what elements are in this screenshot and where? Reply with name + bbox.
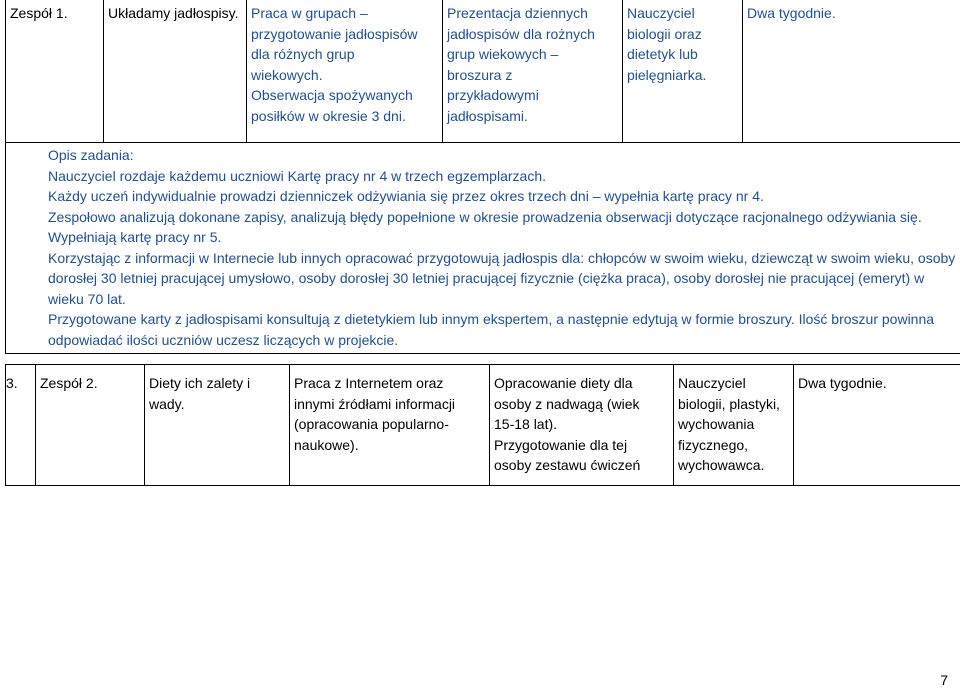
page-number: 7	[940, 672, 948, 688]
topic-cell: Diety ich zalety i wady.	[145, 365, 290, 486]
method-cell: Praca w grupach – przygotowanie jadłospisów dla różnych grup wiekowych. Obserwacja spożywanych posiłków w okresie 3 dni.	[247, 0, 443, 143]
teacher-cell: Nauczyciel biologii oraz dietetyk lub pielęgniarka.	[623, 0, 743, 143]
time-cell: Dwa tygodnie.	[794, 365, 960, 486]
topic-cell: Układamy jadłospisy.	[104, 0, 247, 143]
time-cell: Dwa tygodnie.	[743, 0, 960, 143]
result-cell: Opracowanie diety dla osoby z nadwagą (wiek 15-18 lat). Przygotowanie dla tej osoby zestawu ćwiczeń	[490, 365, 674, 486]
table-row	[6, 365, 960, 486]
result-cell: Prezentacja dziennych jadłospisów dla rożnych grup wiekowych – broszura z przykładowymi jadłospisami.	[443, 0, 623, 143]
project-table-row-3	[5, 364, 960, 486]
task-paragraph: Nauczyciel rozdaje każdemu uczniowi Kartę pracy nr 4 w trzech egzemplarzach.	[48, 167, 546, 184]
task-description-cell	[6, 143, 960, 354]
task-paragraph: Każdy uczeń indywidualnie prowadzi dzienniczek odżywiania się przez okres trzech dni – wypełnia kartę pracy nr 4.	[48, 188, 764, 204]
task-paragraph: Korzystając z informacji w Internecie lub innych opracować przygotowują jadłospis dla: chłopców w swoim wieku, dziewcząt w swoim wieku, osoby dorosłej 30 letniej pracującej umysłowo, osoby dorosłej 30 letniej pracującej fizycznie (ciężka praca), osoby dorosłej nie pracującej (emeryt) w wieku 70 lat.	[48, 249, 956, 307]
team-cell: Zespół 2.	[36, 365, 145, 486]
method-cell: Praca z Internetem oraz innymi źródłami informacji (opracowania popularno- naukowe).	[290, 365, 490, 486]
project-table-continued	[5, 0, 960, 354]
task-paragraph: Zespołowo analizują dokonane zapisy, analizują błędy popełnione w okresie prowadzenia obserwacji dotyczące racjonalnego odżywiania się. Wypełniają kartę pracy nr 5.	[48, 208, 922, 245]
team-cell: Zespół 1.	[6, 0, 104, 143]
teacher-cell: Nauczyciel biologii, plastyki, wychowania fizycznego, wychowawca.	[674, 365, 794, 486]
task-paragraph: Przygotowane karty z jadłospisami konsultują z dietetykiem lub innym ekspertem, a następnie edytują w formie broszury. Ilość broszur powinna odpowiadać ilości uczniów uczesz liczących w projekcie.	[48, 311, 935, 348]
row-number-cell: 3.	[6, 365, 36, 486]
table-row	[6, 0, 960, 143]
task-description-heading: Opis zadania:	[48, 147, 134, 163]
task-description-row	[6, 143, 960, 354]
